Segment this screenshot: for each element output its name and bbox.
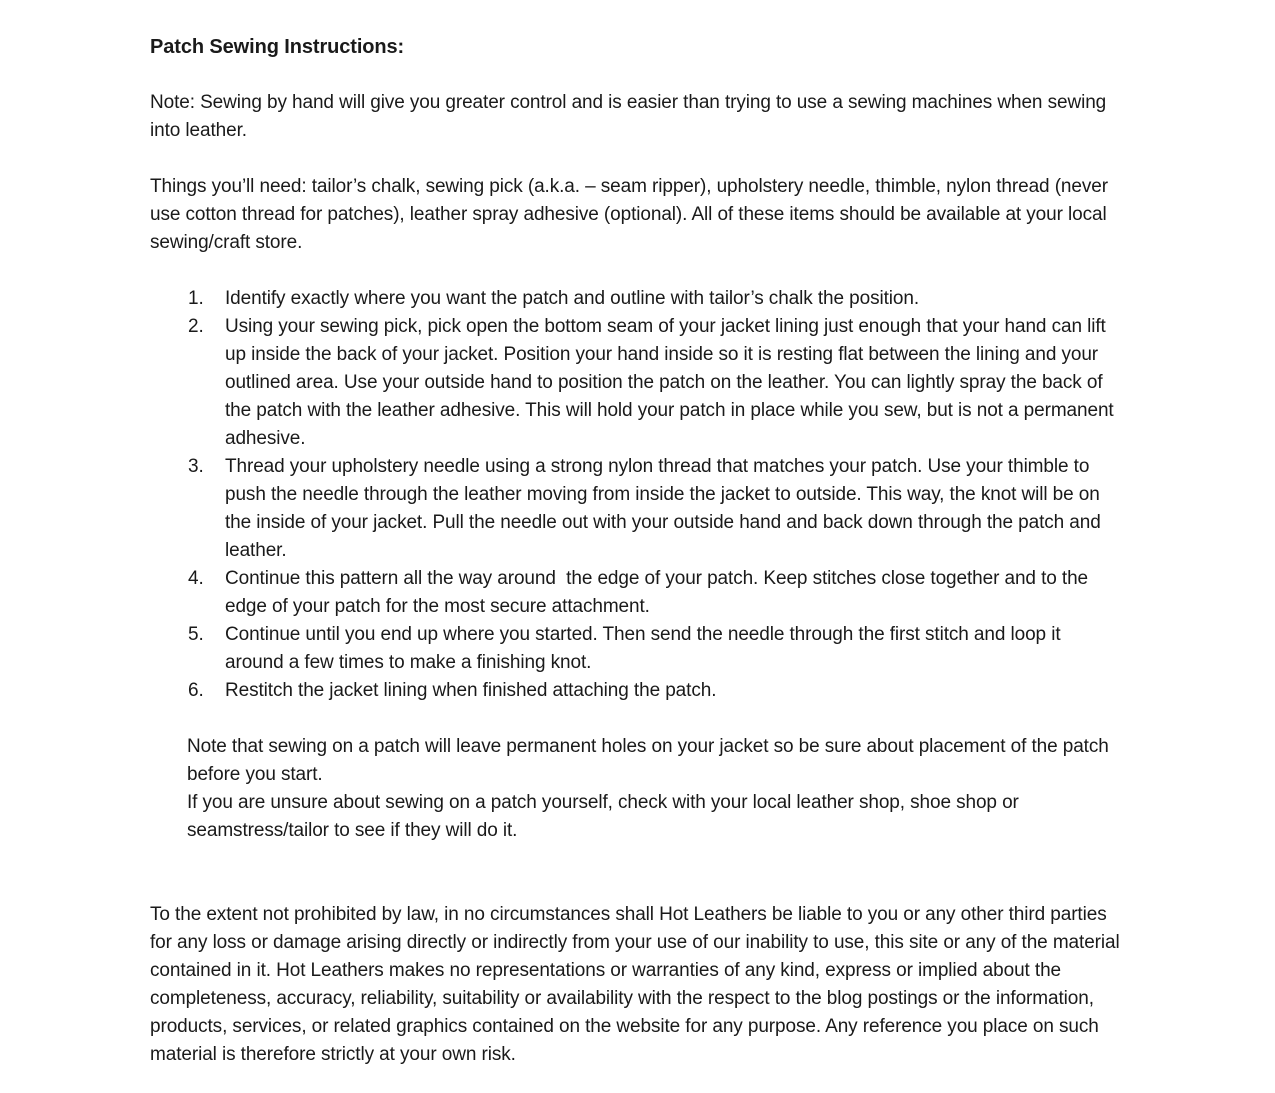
step-text: Continue until you end up where you started. Then send the needle through the first stitch and loop it around a few times to make a finishing knot. [225,624,1066,673]
step-number: 4. [188,568,204,589]
list-item [150,621,1124,677]
list-item [150,285,1124,313]
step-text: Using your sewing pick, pick open the bottom seam of your jacket lining just enough that your hand can lift up inside the back of your jacket. Position your hand inside so it is resting flat between the lining and your outlined area. Use your outside hand to position the patch on the leather. You can lightly spray the back of the patch with the leather adhesive. This will hold your patch in place while you sew, but is not a permanent adhesive. [225,316,1119,449]
supplies-paragraph: Things you’ll need: tailor’s chalk, sewing pick (a.k.a. – seam ripper), upholstery needle, thimble, nylon thread (never use cotton thread for patches), leather spray adhesive (optional). All of these items should be available at your local sewing/craft store. [150,176,1108,253]
step-number: 3. [188,456,204,477]
page-title: Patch Sewing Instructions: [150,36,405,58]
notes-block [187,733,1124,845]
list-item [150,565,1124,621]
hand-sewing-note-paragraph: Note: Sewing by hand will give you greater control and is easier than trying to use a sewing machines when sewing into leather. [150,92,1107,141]
step-text: Thread your upholstery needle using a strong nylon thread that matches your patch. Use your thimble to push the needle through the leather moving from inside the jacket to outside. This way, the knot will be on the inside of your jacket. Pull the needle out with your outside hand and back down through the patch and leather. [225,456,1106,561]
step-number: 2. [188,316,204,337]
step-number: 6. [188,680,204,701]
step-number: 1. [188,288,204,309]
list-item [150,453,1124,565]
list-item [150,677,1124,705]
disclaimer-paragraph: To the extent not prohibited by law, in no circumstances shall Hot Leathers be liable to you or any other third parties for any loss or damage arising directly or indirectly from your use of our inability to use, this site or any of the material contained in it. Hot Leathers makes no representations or warranties of any kind, express or implied about the completeness, accuracy, reliability, suitability or availability with the respect to the blog postings or the information, products, services, or related graphics contained on the website for any purpose. Any reference you place on such material is therefore strictly at your own risk. [150,904,1120,1065]
instructions-list [150,285,1124,705]
note-unsure-paragraph: If you are unsure about sewing on a patch yourself, check with your local leather shop, shoe shop or seamstress/tailor to see if they will do it. [187,792,1019,841]
note-permanent-holes: Note that sewing on a patch will leave permanent holes on your jacket so be sure about placement of the patch before you start. [187,736,1109,785]
list-item [150,313,1124,453]
step-text: Restitch the jacket lining when finished attaching the patch. [225,680,717,701]
step-number: 5. [188,624,204,645]
step-text: Continue this pattern all the way around the edge of your patch. Keep stitches close together and to the edge of your patch for the most secure attachment. [225,568,1094,617]
step-text: Identify exactly where you want the patch and outline with tailor’s chalk the position. [225,288,920,309]
